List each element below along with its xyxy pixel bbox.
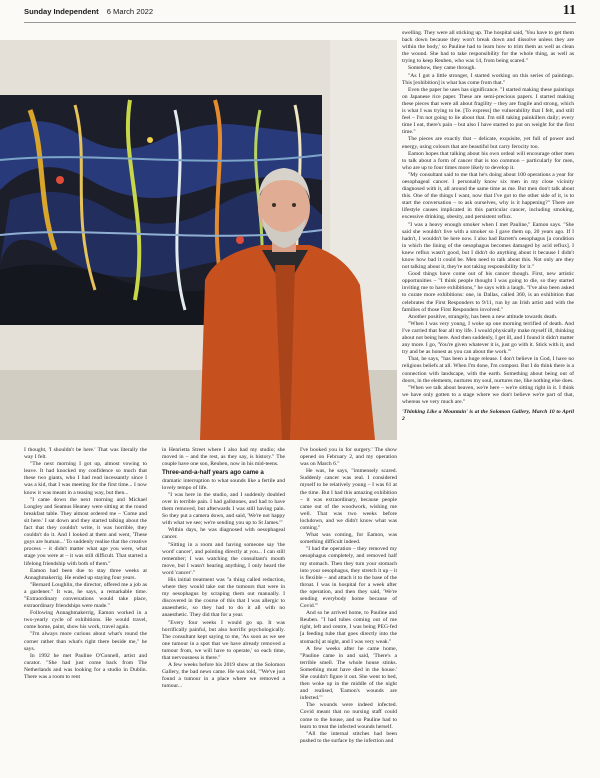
paragraph: Within days, he was diagnosed with oesophageal cancer.	[162, 527, 285, 541]
artist-portrait-photo	[0, 40, 397, 440]
section-subheading: Three-and-a-half years ago came a	[162, 469, 264, 477]
paragraph: That, he says, "has been a huge release. I don't believe in God, I have no religious beliefs at all. When I'm done, I'm compost. But I do think there is a connection with landscape, with the earth. Something about being out of doors, in the elements, nurtures my soul, nurtures me, like nothing else does.	[402, 356, 574, 384]
portrait-illustration	[0, 40, 397, 440]
paragraph: swelling. They were all sticking up. The hospital said, 'You have to get them back down because they won't break down and dissolve unless they are within the body,' so Pauline had to learn how to trim them as well as clean the wound. She had to take responsibility for the whole thing, as well as trying to keep Reuben, who was 14, from being scared."	[402, 30, 574, 65]
paragraph: Following Annaghmakerrig, Eamon worked in a two-yearly cycle of exhibitions. He would travel, come home, paint, show his work, travel again.	[24, 610, 147, 631]
paragraph: Somehow, they came through.	[408, 65, 476, 72]
paragraph: "When I was very young, I woke up one morning terrified of death. And I've carried that fear all my life. I would physically make myself ill, thinking about not being here. And then suddenly, I get ill, and I found it didn't matter any more. I go, 'You're given whatever it is, just go with it. Stick with it, and try and be as honest as you can about the work.'"	[402, 320, 574, 356]
paragraph: "I was here in the studio, and I suddenly doubled over in terrible pain. I had gallstones, and had to have them removed, but afterwards I was still having pain. So they put a camera down, and said, 'We're not happy with what we see; we're sending you up to St James.'"	[162, 491, 285, 527]
paragraph: A few weeks before his 2019 show at the Solomon Gallery, the bad news came. He was told, "'We've just found a tumour in a place where we removed a tumour...	[162, 662, 285, 690]
exhibition-caption: 'Thinking Like a Mountain' is at the Solomon Gallery, March 10 to April 2	[402, 408, 574, 423]
paragraph: "When we talk about heaven, we're here – we're sitting right in it. I think we have only gotten to a stage where we don't believe we're part of that, whereas we very much are."	[402, 384, 574, 405]
paragraph: "Sitting in a room and having someone say 'the word' cancer', and pointing directly at you... I can still remember; I was watching the consultant's mouth move, but I wasn't hearing anything, I only heard the word 'cancer'."	[162, 541, 285, 576]
paragraph: I've booked you in for surgery.' The show opened on February 2, and my operation was on March 6."	[300, 447, 397, 468]
paragraph: "Bernard Loughlin, the director, offered me a job as a gardener." It was, he says, a remarkable time. "Extraordinary conversations would take place, extraordinary friendships were made."	[24, 581, 147, 610]
article-column-1	[24, 447, 147, 681]
paragraph: "My consultant said to me that he's doing about 100 operations a year for oesophageal cancer. I personally know six men in my close vicinity diagnosed with it, all around the same time as me. But men don't talk about this. One of the things I want, now that I've got to the other side of it, is to start the conversation – to ask ourselves, why is it happening?" There are lifestyle causes implicated in this particular cancer, including smoking, excessive drinking, obesity, and persistent reflux.	[402, 171, 574, 221]
page-number: 11	[562, 3, 576, 18]
paragraph: "I had the operation – they removed my oesophagus completely, and removed half my stomach. Then they turn your stomach into your oesophagus, they stretch it up – it is flexible – and attach it to the base of the throat. I was in hospital for a week after the operation, and then they said, 'We're sending everybody home because of Covid.'"	[300, 546, 397, 610]
paragraph: in Henrietta Street where I also had my studio; she moved in – and the rest, as they say, is history." The couple have one son, Reuben, now in his mid-teens.	[162, 447, 285, 468]
paragraph: "I was a heavy enough smoker when I met Pauline," Eamon says. "She said she wouldn't live with a smoker so I gave them up, 20 years ago. If I hadn't, I wouldn't be here now. I also had Barrett's oesophagus [a condition in which the lining of the oesophagus becomes damaged by acid reflux]. I knew reflux wasn't good, but I didn't do anything about it because I didn't know how bad it could be. Men need to talk about this. Not only are they not talking about it, they're not taking responsibility for it."	[402, 221, 574, 271]
paragraph: And so he arrived home, to Pauline and Reuben. "I had tubes coming out of me right, left and centre, I was being PEG-fed [a feeding tube that goes directly into the stomach] at night, and I was very weak."	[300, 610, 397, 645]
paragraph: Eamon hopes that talking about his own ordeal will encourage other men to talk about a form of cancer that is too common – particularly for men, who are up to four times more likely to develop it.	[402, 150, 574, 171]
paragraph: "Every four weeks I would go up. It was horrifically painful, but also horrific psychologically. The consultant kept saying to me, 'As soon as we see one tumour in a spot that we have already removed a tumour from, we will have to operate,' so each time, that nervousness is there."	[162, 619, 285, 662]
paragraph: Good things have come out of his cancer though. First, new artistic opportunities – "I think people thought I was going to die, so they started inviting me to have exhibitions," he says with a laugh. "I've also been asked to curate more exhibitions: one, in Dallas, called 360, is an exhibition that celebrates the First Responders to 9/11, run by an Irish artist and with the families of those First Responders involved."	[402, 271, 574, 313]
paragraph: The pieces are exactly that – delicate, exquisite, yet full of power and energy, using colours that are beautiful but carry ferocity too.	[402, 136, 574, 150]
masthead	[24, 0, 576, 22]
paragraph: "The next morning I got up, almost vowing to leave. It had knocked my confidence so much that these two giants, who I had read incessantly since I was a kid, that I was meeting for the first time... I now know it was meant in a teasing way, but then...	[24, 461, 147, 496]
paragraph: A few weeks after he came home, "Pauline came in and said, 'There's a terrible smell. The whole house stinks. Something must have died in the house.' She couldn't figure it out. She went to bed, then woke up in the middle of the night and realised, 'Eamon's wounds are infected.'"	[300, 645, 397, 702]
paragraph: I thought, 'I shouldn't be here.' That was literally the way I felt.	[24, 447, 147, 461]
paragraph: Eamon had been due to stay three weeks at Annaghmakerrig. He ended up staying four years.	[24, 567, 147, 581]
masthead-rule	[24, 22, 576, 23]
article-right-column	[402, 30, 574, 423]
paragraph: His initial treatment was "a thing called reduction, where they would take out the tumours that were in my oesophagus by scraping them out manually. I discovered in the course of this that I was allergic to anaesthetic, so they had to do it all with no anaesthetic. They did that for a year.	[162, 577, 285, 619]
article-column-3	[300, 447, 397, 745]
paragraph: "All the internal stitches had been pushed to the surface by the infection and	[300, 730, 397, 744]
paragraph: The wounds were indeed infected. Covid meant that no nursing staff could come to the house, and so Pauline had to learn to treat the infected wounds herself.	[300, 702, 397, 730]
paragraph: "I came down the next morning and Michael Longley and Seamus Heaney were sitting at the round breakfast table. They almost ordered me – 'Come and sit here.' I sat down and they started talking about the fact that they couldn't write, it was horrible, they couldn't do it. And I looked at them and went, 'These guys are human...' To suddenly realise that the creative process – it didn't matter what age you were, what stage you were at – it was still difficult. That started a lifelong friendship with both of them."	[24, 496, 147, 567]
paragraph: What was coming, for Eamon, was something difficult indeed.	[300, 532, 397, 546]
article-column-2	[162, 447, 285, 691]
paragraph: "As I got a little stronger, I started working on this series of paintings. This [exhibition] is what has come from that."	[402, 72, 574, 86]
paragraph: dramatic interruption to what sounds like a fertile and lovely tempo of life.	[162, 477, 285, 491]
paragraph: Another positive, strangely, has been a new attitude towards death.	[408, 313, 558, 320]
paragraph: Even the paper he uses has significance. "I started making these paintings on Japanese rice paper. These are semi-precious papers. I started making these pieces that were all about fragility – they are fragile and strong, which is what I was trying to be. [To express] the vulnerability that I felt, and still feel – I'm not going to lie about that. I'm still taking painkillers daily; every time I eat, there's pain – but also I have started to put on weight for the first time."	[402, 86, 574, 136]
paragraph: "I'm always more curious about what's round the corner rather than what's right there beside me," he says.	[24, 631, 147, 652]
paragraph: In 1992 he met Pauline O'Connell, artist and curator. "She had just come back from The Netherlands and was looking for a studio in Dublin. There was a room to rent	[24, 652, 147, 680]
issue-date: 6 March 2022	[106, 6, 154, 16]
paragraph: He was, he says, "immensely scared. Suddenly cancer was real. I considered myself to be relatively young – I was 61 at the time. But I had this amazing exhibition – it was extraordinary, because people came out of the woodwork, wishing me well. That was two weeks before lockdown, and we didn't know what was coming."	[300, 468, 397, 532]
newspaper-name: Sunday Independent	[24, 6, 99, 16]
